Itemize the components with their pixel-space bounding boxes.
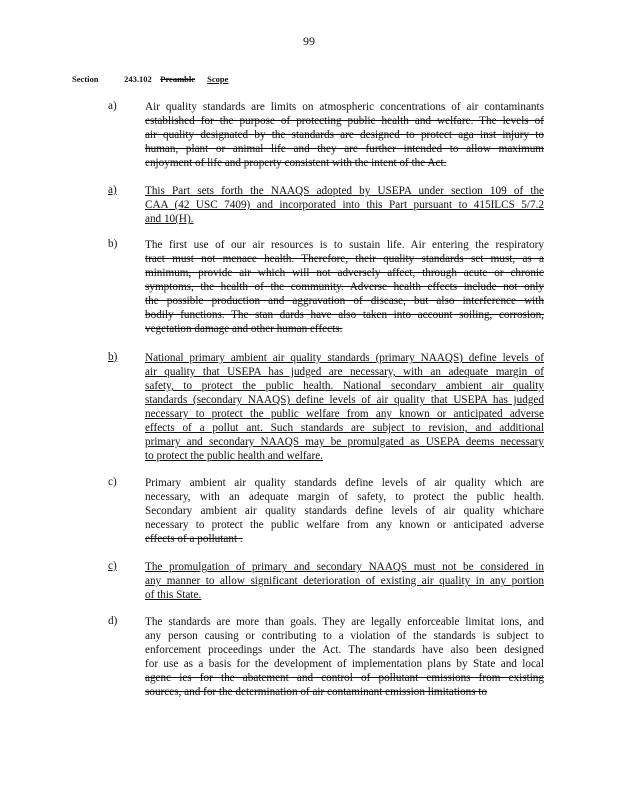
inserted-line: standards (secondary NAAQS) define levels of air quality that USEPA has judged — [145, 394, 544, 406]
paragraph-marker: c) — [108, 476, 117, 488]
inserted-line: and 10(H). — [145, 213, 194, 225]
text-line: Air quality standards are limits on atmospheric concentrations of air contaminants — [145, 101, 544, 113]
paragraph-7 — [108, 615, 544, 699]
paragraph-marker: d) — [108, 615, 118, 627]
deleted-line: human, plant or animal life and they are further intended to allow maximum — [145, 143, 544, 155]
paragraph-marker: a) — [108, 184, 117, 196]
paragraph-marker: a) — [108, 100, 117, 112]
inserted-line: necessary to protect the public welfare from any known or anticipated adverse — [145, 408, 544, 420]
paragraph-text — [145, 560, 544, 602]
paragraph-3 — [108, 238, 544, 336]
paragraph-text — [145, 238, 544, 336]
section-label: Section — [72, 74, 99, 84]
paragraph-marker: c) — [108, 560, 117, 572]
inserted-line: primary and secondary NAAQS may be promulgated as USEPA deems necessary — [145, 436, 544, 448]
deleted-line: the possible production and aggravation of disease, but also interference with — [145, 295, 544, 307]
paragraph-text — [145, 476, 544, 546]
paragraph-text — [145, 351, 544, 463]
text-line: enforcement proceedings under the Act. The standards have also been designed — [145, 644, 544, 656]
inserted-title: Scope — [207, 74, 229, 84]
deleted-line: agenc ies for the abatement and control of pollutant emissions from existing — [145, 672, 544, 684]
section-number: 243.102 — [124, 74, 152, 84]
inserted-line: National primary ambient air quality standards (primary NAAQS) define levels of — [145, 352, 544, 364]
paragraph-5 — [108, 476, 544, 546]
deleted-line: effects of a pollutant . — [145, 533, 243, 545]
text-line: for use as a basis for the development of implementation plans by State and local — [145, 658, 544, 670]
paragraph-marker: b) — [108, 238, 118, 250]
inserted-line: any manner to allow significant deterioration of existing air quality in any portion — [145, 575, 544, 587]
inserted-line: safety, to protect the public health. National secondary ambient air quality — [145, 380, 544, 392]
deleted-line: air quality designated by the standards are designed to protect aga inst injury to — [145, 129, 544, 141]
text-line: necessary to protect the public welfare from any known or anticipated adverse — [145, 519, 544, 531]
text-line: Secondary ambient air quality standards define levels of air quality whichare — [145, 505, 544, 517]
inserted-line: CAA (42 USC 7409) and incorporated into this Part pursuant to 415ILCS 5/7.2 — [145, 199, 544, 211]
paragraph-text — [145, 184, 544, 226]
inserted-line: The promulgation of primary and secondary NAAQS must not be considered in — [145, 561, 544, 573]
deleted-line: bodily functions. The stan dards have also taken into account soiling, corrosion, — [145, 309, 544, 321]
deleted-line: enjoyment of life and property consistent with the intent of the Act. — [145, 157, 447, 169]
paragraph-2 — [108, 184, 544, 226]
deleted-line: vegetation damage and other human effects. — [145, 323, 343, 335]
paragraph-4 — [108, 351, 544, 463]
inserted-line: This Part sets forth the NAAQS adopted by USEPA under section 109 of the — [145, 185, 544, 197]
deleted-line: symptoms, the health of the community. Adverse health effects include not only — [145, 281, 544, 293]
inserted-line: of this State. — [145, 589, 202, 601]
text-line: any person causing or contributing to a violation of the standards is subject to — [145, 630, 544, 642]
inserted-line: effects of a pollut ant. Such standards are subject to revision, and additional — [145, 422, 544, 434]
page-number: 99 — [303, 34, 315, 48]
deleted-line: tract must not menace health. Therefore, their quality standards set must, as a — [145, 253, 544, 265]
paragraph-text — [145, 100, 544, 170]
paragraph-text — [145, 615, 544, 699]
paragraph-marker: b) — [108, 351, 118, 363]
text-line: The standards are more than goals. They are legally enforceable limitat ions, and — [145, 616, 544, 628]
text-line: The first use of our air resources is to sustain life. Air entering the respiratory — [145, 239, 544, 251]
section-heading — [72, 74, 248, 84]
text-line: necessary, with an adequate margin of safety, to protect the public health. — [145, 491, 544, 503]
paragraph-1 — [108, 100, 544, 170]
deleted-line: sources, and for the determination of air contaminant emission limitations to — [145, 686, 488, 698]
text-line: Primary ambient air quality standards define levels of air quality which are — [145, 477, 544, 489]
deleted-line: minimum, provide air which will not adversely affect, through acute or chronic — [145, 267, 544, 279]
deleted-line: established for the purpose of protecting public health and welfare. The levels of — [145, 115, 544, 127]
paragraph-6 — [108, 560, 544, 602]
deleted-title: Preamble — [160, 74, 196, 84]
inserted-line: to protect the public health and welfare. — [145, 450, 323, 462]
inserted-line: air quality that USEPA has judged are necessary, with an adequate margin of — [145, 366, 544, 378]
